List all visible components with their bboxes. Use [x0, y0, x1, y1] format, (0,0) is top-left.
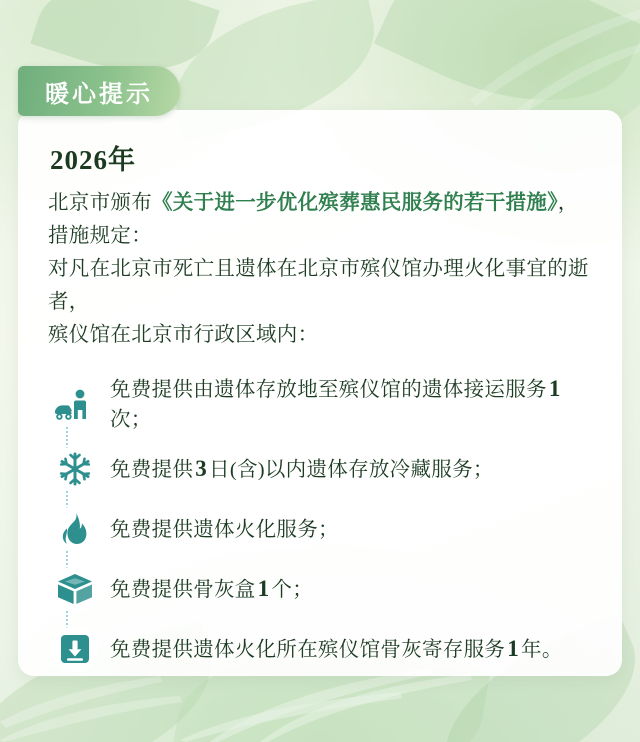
list-item-text [98, 374, 592, 435]
item-number [339, 516, 343, 541]
content-card [18, 110, 622, 676]
item-text-after: 日(含)以内遗体存放冷藏服务； [209, 458, 494, 481]
item-text-before: 免费提供遗体火化服务； [110, 518, 339, 541]
ribbon-label: 暖心提示 [45, 81, 153, 108]
item-number: 3 [195, 455, 208, 481]
heading-ribbon [18, 66, 180, 116]
item-text-before: 免费提供 [110, 458, 194, 481]
decorative-frond-icon [420, 0, 640, 120]
list-item [52, 374, 592, 435]
document-title: 《关于进一步优化殡葬惠民服务的若干措施》 [152, 192, 558, 214]
item-number: 1 [257, 575, 270, 601]
list-item-text [98, 634, 563, 665]
item-text-after: 个； [271, 578, 314, 601]
item-number: 1 [548, 376, 561, 401]
hearse-car-icon [52, 382, 98, 428]
policy-suffix: ， [557, 192, 579, 214]
scope-line-2: 殡仪馆在北京市行政区域内： [48, 324, 319, 346]
item-number: 1 [507, 635, 520, 661]
flame-icon [52, 506, 98, 552]
item-text-after: 年。 [521, 638, 563, 661]
policy-paragraph [48, 187, 592, 220]
item-text-before: 免费提供由遗体存放地至殡仪馆的遗体接运服务 [110, 379, 547, 401]
storage-download-icon [52, 626, 98, 672]
urn-box-icon [52, 566, 98, 612]
list-item-text [98, 574, 313, 605]
item-text-after: 次； [110, 409, 152, 431]
item-text-before: 免费提供骨灰盒 [110, 578, 256, 601]
year-heading: 2026年 [50, 145, 136, 175]
policy-prefix: 北京市颁布 [48, 192, 152, 214]
snowflake-icon [52, 446, 98, 492]
provision-intro: 措施规定： [48, 225, 152, 247]
list-item-text [98, 454, 494, 485]
list-item [52, 623, 592, 675]
item-text-before: 免费提供遗体火化所在殡仪馆骨灰寄存服务 [110, 638, 506, 661]
list-item [52, 443, 592, 495]
benefits-list [48, 374, 592, 675]
list-item [52, 563, 592, 615]
scope-line-1: 对凡在北京市死亡且遗体在北京市殡仪馆办理火化事宜的逝者， [48, 258, 589, 313]
list-item-text [98, 514, 343, 545]
list-item [52, 503, 592, 555]
